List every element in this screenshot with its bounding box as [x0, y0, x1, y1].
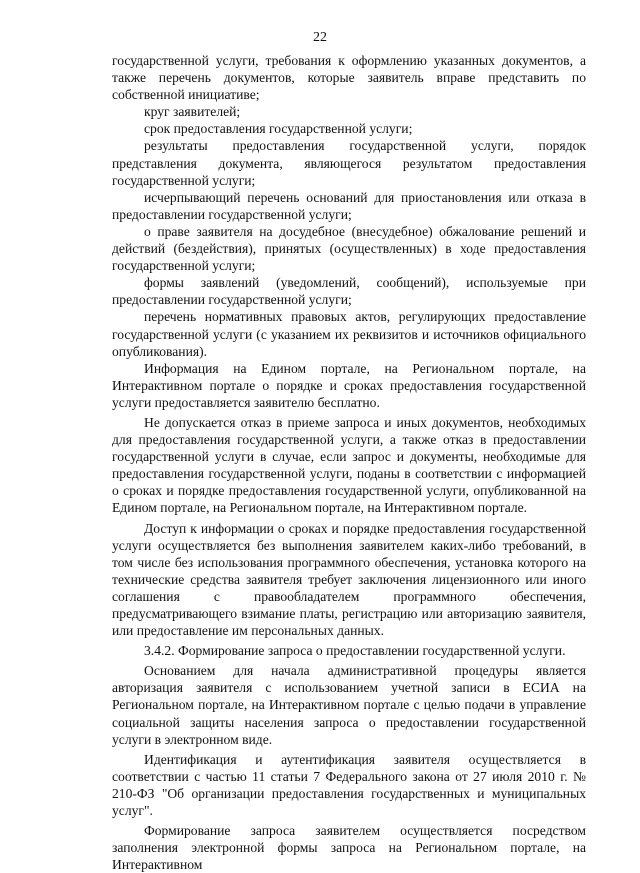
paragraph-access-to-information: Доступ к информации о сроках и порядке предоставления государственной услуги осуществляется без выполнения заявителем каких-либо требований, в том числе без использования программного обеспечения, установка которого на технические средства заявителя требует заключения лицензионного или иного соглашения с правообладателем программного обеспечения, предусматривающего взимание платы, регистрацию или авторизацию заявителя, или предоставление им персональных данных. [112, 520, 586, 639]
paragraph-service-results: результаты предоставления государственной услуги, порядок представления документа, являющегося результатом предоставления государственной услуги; [112, 138, 586, 188]
paragraph-applicants: круг заявителей; [144, 104, 241, 120]
paragraph-appeal-rights: о праве заявителя на досудебное (внесудебное) обжалование решений и действий (бездействия), принятых (осуществленных) в ходе предоставления государственной услуги; [112, 223, 586, 274]
paragraph-request-formation: Формирование запроса заявителем осуществляется посредством заполнения электронной формы запроса на Региональном портале, на Интерактивном [112, 823, 586, 873]
paragraph-procedure-basis: Основанием для начала административной процедуры является авторизация заявителя с использованием учетной записи в ЕСИА на Региональном портале, на Интерактивном портале с целью подачи в управление социальной защиты населения запроса о предоставлении государственной услуги в электронном виде. [112, 663, 586, 747]
paragraph-required-documents: государственной услуги, требования к оформлению указанных документов, а также перечень документов, которые заявитель вправе представить по собственной инициативе; [112, 53, 586, 103]
paragraph-legal-acts: перечень нормативных правовых актов, регулирующих предоставление государственной услуги (с указанием их реквизитов и источников официального опубликования). [112, 309, 586, 359]
paragraph-refusal-grounds: исчерпывающий перечень оснований для приостановления или отказа в предоставлении государственной услуги; [112, 189, 586, 222]
section-heading-3-4-2: 3.4.2. Формирование запроса о предоставлении государственной услуги. [144, 643, 566, 659]
paragraph-application-forms: формы заявлений (уведомлений, сообщений), используемые при предоставлении государственной услуги; [112, 275, 586, 308]
paragraph-service-term: срок предоставления государственной услуги; [144, 121, 413, 137]
document-body [112, 52, 586, 873]
paragraph-no-refusal: Не допускается отказ в приеме запроса и иных документов, необходимых для предоставления государственной услуги, а также отказ в предоставлении государственной услуги в случае, если запрос и документы, необходимые для предоставления государственной услуги, поданы в соответствии с информацией о сроках и порядке предоставления государственной услуги, опубликованной на Едином портале, на Региональном портале, на Интерактивном портале. [112, 414, 586, 516]
page-number: 22 [313, 30, 327, 45]
paragraph-identification: Идентификация и аутентификация заявителя осуществляется в соответствии с частью 11 статьи 7 Федерального закона от 27 июля 2010 г. № 210-ФЗ "Об организации предоставления государственных и муниципальных услуг". [112, 751, 586, 819]
paragraph-free-information: Информация на Едином портале, на Региональном портале, на Интерактивном портале о порядке и сроках предоставления государственной услуги предоставляется заявителю бесплатно. [112, 360, 586, 410]
